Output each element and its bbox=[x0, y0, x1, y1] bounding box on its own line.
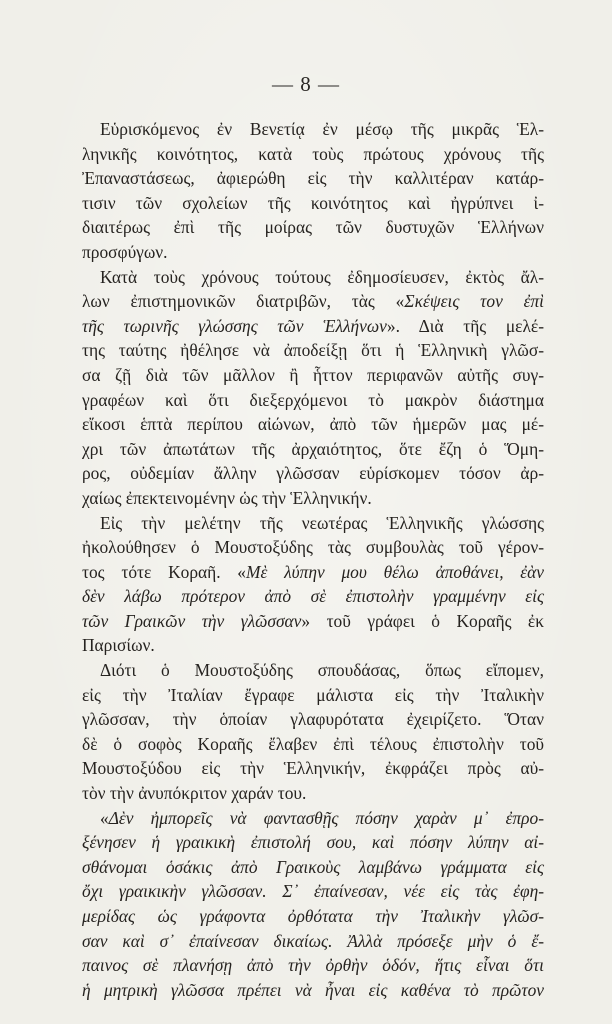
text-segment: εἰς τὴν Ἰταλίαν ἔγραφε μάλιστα εἰς τὴν Ἰταλικὴν bbox=[82, 684, 544, 705]
italic-text: μερίδας ὡς γράφοντα ὀρθότατα τὴν Ἰταλικὴν γλῶσ- bbox=[82, 906, 544, 926]
text-line bbox=[82, 633, 544, 658]
italic-text: Σκέψεις τον ἐπὶ bbox=[404, 291, 544, 312]
text-line bbox=[82, 609, 544, 634]
text-segment: Εἰς τὴν μελέτην τῆς νεωτέρας Ἑλληνικῆς γλώσσης bbox=[100, 512, 544, 533]
text-segment: ληνικῆς κοινότητος, κατὰ τοὺς πρώτους χρόνους τῆς bbox=[82, 143, 544, 164]
text-line bbox=[82, 240, 544, 265]
text-segment: Ἐπαναστάσεως, ἀφιερώθη εἰς τὴν καλλιτέραν κατάρ- bbox=[82, 168, 544, 189]
text-line bbox=[82, 978, 544, 1003]
text-segment: δὲ ὁ σοφὸς Κοραῆς ἔλαβεν ἐπὶ τέλους ἐπιστολὴν τοῦ bbox=[82, 733, 544, 754]
text-segment: σα ζῇ διὰ τῶν μᾶλλον ἢ ἧττον περιφανῶν αὐτῆς συγ- bbox=[82, 364, 544, 385]
text-line bbox=[82, 707, 544, 732]
italic-text: ὄχι γραικικὴν γλῶσσαν. Σ᾽ ἐπαίνεσαν, νέε εἰς τὰς ἐφη- bbox=[82, 881, 544, 902]
text-segment: ἠκολούθησεν ὁ Μουστοξύδης τὰς συμβουλὰς τοῦ γέρον- bbox=[82, 537, 544, 558]
text-segment: Εὑρισκόμενος ἐν Βενετίᾳ ἐν μέσῳ τῆς μικρᾶς Ἑλ- bbox=[100, 119, 544, 139]
text-line bbox=[82, 117, 544, 142]
text-segment: χαίως ἐπεκτεινομένην ὡς τὴν Ἑλληνικήν. bbox=[82, 487, 372, 508]
text-segment: ρος, οὐδεμίαν ἄλλην γλῶσσαν εὑρίσκομεν τόσον ἀρ- bbox=[82, 463, 544, 484]
text-line bbox=[82, 461, 544, 486]
text-line bbox=[82, 904, 544, 929]
italic-text: Δὲν ἠμπορεῖς νὰ φαντασθῇς πόσην χαρὰν μ᾽ ἐπρο- bbox=[108, 807, 544, 828]
text-line bbox=[82, 314, 544, 339]
italic-text: τῆς τωρινῆς γλώσσης τῶν Ἑλλήνων bbox=[82, 315, 387, 336]
text-line bbox=[82, 265, 544, 290]
text-line bbox=[82, 855, 544, 880]
text-segment: διαιτέρως ἐπὶ τῆς μοίρας τῶν δυστυχῶν Ἑλλήνων bbox=[82, 217, 544, 238]
text-segment: Παρισίων. bbox=[82, 635, 155, 656]
italic-text: ἡ μητρικὴ γλῶσσα πρέπει νὰ ἦναι εἰς καθένα τὸ πρῶτον bbox=[82, 979, 544, 1000]
text-line bbox=[82, 437, 544, 462]
page-number: — 8 — bbox=[272, 72, 340, 96]
text-segment: Διότι ὁ Μουστοξύδης σπουδάσας, ὅπως εἴπομεν, bbox=[100, 660, 544, 681]
text-segment: τος τότε Κοραῆ. « bbox=[82, 561, 247, 582]
text-segment: προσφύγων. bbox=[82, 241, 168, 262]
text-line bbox=[82, 781, 544, 806]
text-line bbox=[82, 584, 544, 609]
text-line bbox=[82, 486, 544, 511]
text-line bbox=[82, 215, 544, 240]
italic-text: παινος σὲ πλανήσῃ ἀπὸ τὴν ὀρθὴν ὁδόν, ἥτις εἶναι ὅτι bbox=[82, 955, 544, 976]
text-segment: της ταύτης ἠθέλησε νὰ ἀποδείξῃ ὅτι ἡ Ἑλληνικὴ γλῶσ- bbox=[82, 340, 544, 361]
text-segment: ». Διὰ τῆς μελέ- bbox=[386, 315, 544, 336]
text-line bbox=[82, 191, 544, 216]
text-segment: » τοῦ γράφει ὁ Κοραῆς ἐκ bbox=[301, 610, 544, 631]
text-segment: χρι τῶν ἀπωτάτων τῆς ἀρχαιότητος, ὅτε ἔζη ὁ Ὅμη- bbox=[82, 438, 544, 459]
text-line bbox=[82, 830, 544, 855]
text-segment: Μουστοξύδου εἰς τὴν Ἑλληνικήν, ἐκφράζει πρὸς αὐ- bbox=[82, 758, 544, 779]
text-line bbox=[82, 560, 544, 585]
italic-text: σαν καὶ σ᾽ ἐπαίνεσαν δικαίως. Ἀλλὰ πρόσεξε μὴν ὁ ἔ- bbox=[82, 930, 544, 951]
text-segment: τὸν τὴν ἀνυπόκριτον χαράν του. bbox=[82, 783, 307, 804]
text-segment: γλῶσσαν, τὴν ὁποίαν γλαφυρότατα ἐχειρίζετο. Ὅταν bbox=[82, 709, 544, 730]
text-segment: λων ἐπιστημονικῶν διατριβῶν, τὰς « bbox=[82, 291, 405, 312]
text-line bbox=[82, 511, 544, 536]
text-segment: γραφέων καὶ ὅτι διεξερχόμενοι τὸ μακρὸν διάστημα bbox=[82, 389, 544, 410]
italic-text: δὲν λάβω πρότερον ἀπὸ σὲ ἐπιστολὴν γραμμένην εἰς bbox=[82, 586, 544, 607]
text-line bbox=[82, 363, 544, 388]
italic-text: τῶν Γραικῶν τὴν γλῶσσαν bbox=[82, 610, 302, 631]
text-segment: Κατὰ τοὺς χρόνους τούτους ἐδημοσίευσεν, ἐκτὸς ἄλ- bbox=[100, 266, 544, 287]
text-segment: τισιν τῶν σχολείων τῆς κοινότητος καὶ ἠγρύπνει ἰ- bbox=[82, 192, 544, 213]
text-line bbox=[82, 683, 544, 708]
italic-text: Μὲ λύπην μου θέλω ἀποθάνει, ἐὰν bbox=[246, 561, 544, 582]
text-line bbox=[82, 756, 544, 781]
text-segment: « bbox=[100, 807, 109, 828]
text-line bbox=[82, 142, 544, 167]
text-line bbox=[82, 806, 544, 831]
text-line bbox=[82, 412, 544, 437]
text-line bbox=[82, 879, 544, 904]
text-line bbox=[82, 338, 544, 363]
italic-text: ξένησεν ἡ γραικικὴ ἐπιστολή σου, καὶ πόσην λύπην αἰ- bbox=[82, 832, 544, 853]
text-line bbox=[82, 166, 544, 191]
text-line bbox=[82, 658, 544, 683]
italic-text: σθάνομαι ὁσάκις ἀπὸ Γραικοὺς λαμβάνω γράμματα εἰς bbox=[82, 856, 544, 877]
text-line bbox=[82, 535, 544, 560]
text-line bbox=[82, 953, 544, 978]
text-line bbox=[82, 388, 544, 413]
text-line bbox=[82, 929, 544, 954]
text-line bbox=[82, 289, 544, 314]
body-text bbox=[82, 117, 544, 1002]
text-line bbox=[82, 732, 544, 757]
text-segment: εἴκοσι ἑπτὰ περίπου αἰώνων, ἀπὸ τῶν ἡμερῶν μας μέ- bbox=[82, 414, 544, 435]
